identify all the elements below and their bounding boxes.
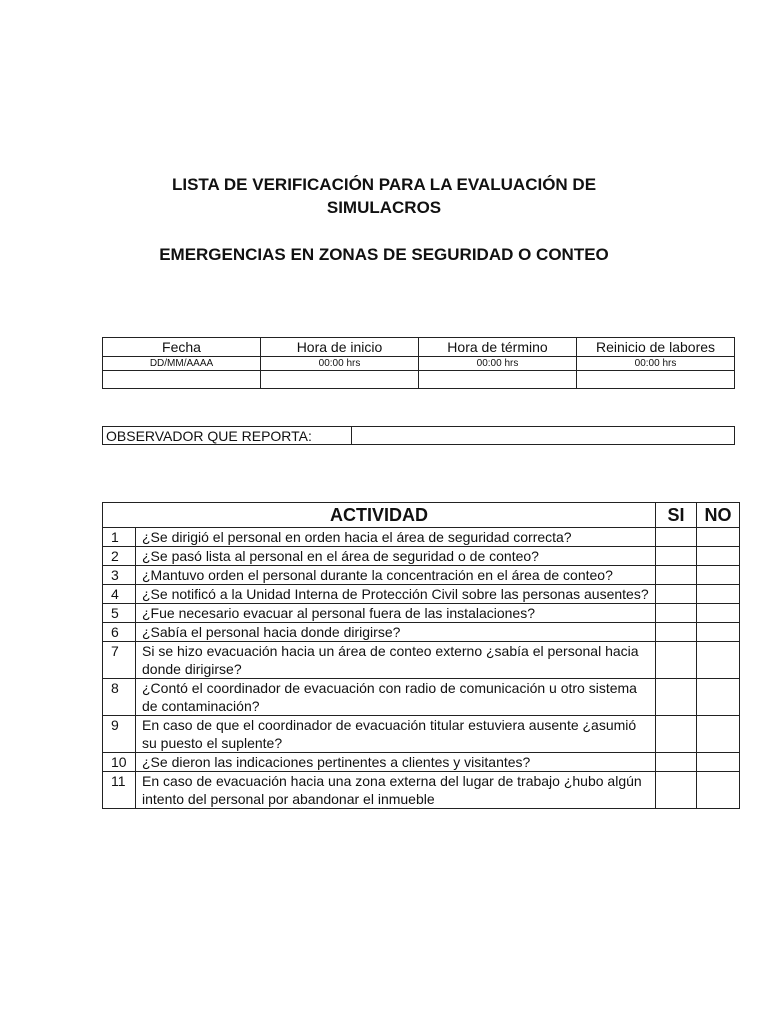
activity-number: 4 (103, 585, 136, 604)
no-checkbox-cell[interactable] (697, 547, 740, 566)
yes-header: SI (656, 503, 697, 528)
table-row (103, 679, 740, 716)
no-header: NO (697, 503, 740, 528)
activity-number: 5 (103, 604, 136, 623)
no-checkbox-cell[interactable] (697, 753, 740, 772)
activity-number: 6 (103, 623, 136, 642)
end-time-format: 00:00 hrs (419, 357, 577, 371)
start-time-header: Hora de inicio (261, 338, 419, 357)
start-time-cell[interactable] (261, 371, 419, 389)
time-table-format-row (103, 357, 735, 371)
restart-format: 00:00 hrs (577, 357, 735, 371)
end-time-cell[interactable] (419, 371, 577, 389)
activity-question: Si se hizo evacuación hacia un área de conteo externo ¿sabía el personal hacia donde dirigirse? (136, 642, 656, 679)
restart-cell[interactable] (577, 371, 735, 389)
yes-checkbox-cell[interactable] (656, 772, 697, 809)
observer-table (102, 426, 735, 445)
table-row (103, 642, 740, 679)
time-table-header-row (103, 338, 735, 357)
activity-question: ¿Se dirigió el personal en orden hacia el área de seguridad correcta? (136, 528, 656, 547)
activity-table (102, 502, 740, 809)
yes-checkbox-cell[interactable] (656, 566, 697, 585)
no-checkbox-cell[interactable] (697, 566, 740, 585)
activity-number: 2 (103, 547, 136, 566)
activity-question: ¿Se pasó lista al personal en el área de seguridad o de conteo? (136, 547, 656, 566)
table-row (103, 547, 740, 566)
time-table-entry-row (103, 371, 735, 389)
start-time-format: 00:00 hrs (261, 357, 419, 371)
title-line-2: SIMULACROS (326, 198, 442, 217)
yes-checkbox-cell[interactable] (656, 679, 697, 716)
no-checkbox-cell[interactable] (697, 642, 740, 679)
document-title (0, 173, 768, 219)
end-time-header: Hora de término (419, 338, 577, 357)
no-checkbox-cell[interactable] (697, 772, 740, 809)
yes-checkbox-cell[interactable] (656, 642, 697, 679)
yes-checkbox-cell[interactable] (656, 585, 697, 604)
yes-checkbox-cell[interactable] (656, 753, 697, 772)
activity-question: ¿Se notificó a la Unidad Interna de Protección Civil sobre las personas ausentes? (136, 585, 656, 604)
table-row (103, 753, 740, 772)
no-checkbox-cell[interactable] (697, 716, 740, 753)
observer-label: OBSERVADOR QUE REPORTA: (103, 427, 352, 445)
yes-checkbox-cell[interactable] (656, 716, 697, 753)
activity-header: ACTIVIDAD (103, 503, 656, 528)
activity-question: En caso de que el coordinador de evacuación titular estuviera ausente ¿asumió su puesto el suplente? (136, 716, 656, 753)
table-row (103, 528, 740, 547)
activity-number: 11 (103, 772, 136, 809)
no-checkbox-cell[interactable] (697, 585, 740, 604)
observer-field[interactable] (352, 427, 735, 445)
table-row (103, 772, 740, 809)
activity-question: ¿Se dieron las indicaciones pertinentes a clientes y visitantes? (136, 753, 656, 772)
activity-number: 9 (103, 716, 136, 753)
no-checkbox-cell[interactable] (697, 528, 740, 547)
no-checkbox-cell[interactable] (697, 679, 740, 716)
activity-question: ¿Contó el coordinador de evacuación con radio de comunicación u otro sistema de contaminación? (136, 679, 656, 716)
table-row (103, 623, 740, 642)
activity-number: 3 (103, 566, 136, 585)
activity-question: En caso de evacuación hacia una zona externa del lugar de trabajo ¿hubo algún intento del personal por abandonar el inmueble (136, 772, 656, 809)
time-table (102, 337, 735, 389)
activity-number: 8 (103, 679, 136, 716)
table-row (103, 716, 740, 753)
activity-header-row (103, 503, 740, 528)
date-header: Fecha (103, 338, 261, 357)
document-subtitle: EMERGENCIAS EN ZONAS DE SEGURIDAD O CONTEO (159, 245, 609, 264)
no-checkbox-cell[interactable] (697, 623, 740, 642)
table-row (103, 604, 740, 623)
no-checkbox-cell[interactable] (697, 604, 740, 623)
activity-number: 10 (103, 753, 136, 772)
table-row (103, 566, 740, 585)
activity-question: ¿Mantuvo orden el personal durante la concentración en el área de conteo? (136, 566, 656, 585)
activity-question: ¿Fue necesario evacuar al personal fuera de las instalaciones? (136, 604, 656, 623)
yes-checkbox-cell[interactable] (656, 604, 697, 623)
activity-number: 7 (103, 642, 136, 679)
yes-checkbox-cell[interactable] (656, 528, 697, 547)
restart-header: Reinicio de labores (577, 338, 735, 357)
table-row (103, 585, 740, 604)
title-line-1: LISTA DE VERIFICACIÓN PARA LA EVALUACIÓN DE (171, 175, 597, 194)
date-format: DD/MM/AAAA (103, 357, 261, 371)
activity-number: 1 (103, 528, 136, 547)
yes-checkbox-cell[interactable] (656, 547, 697, 566)
date-cell[interactable] (103, 371, 261, 389)
yes-checkbox-cell[interactable] (656, 623, 697, 642)
activity-question: ¿Sabía el personal hacia donde dirigirse? (136, 623, 656, 642)
